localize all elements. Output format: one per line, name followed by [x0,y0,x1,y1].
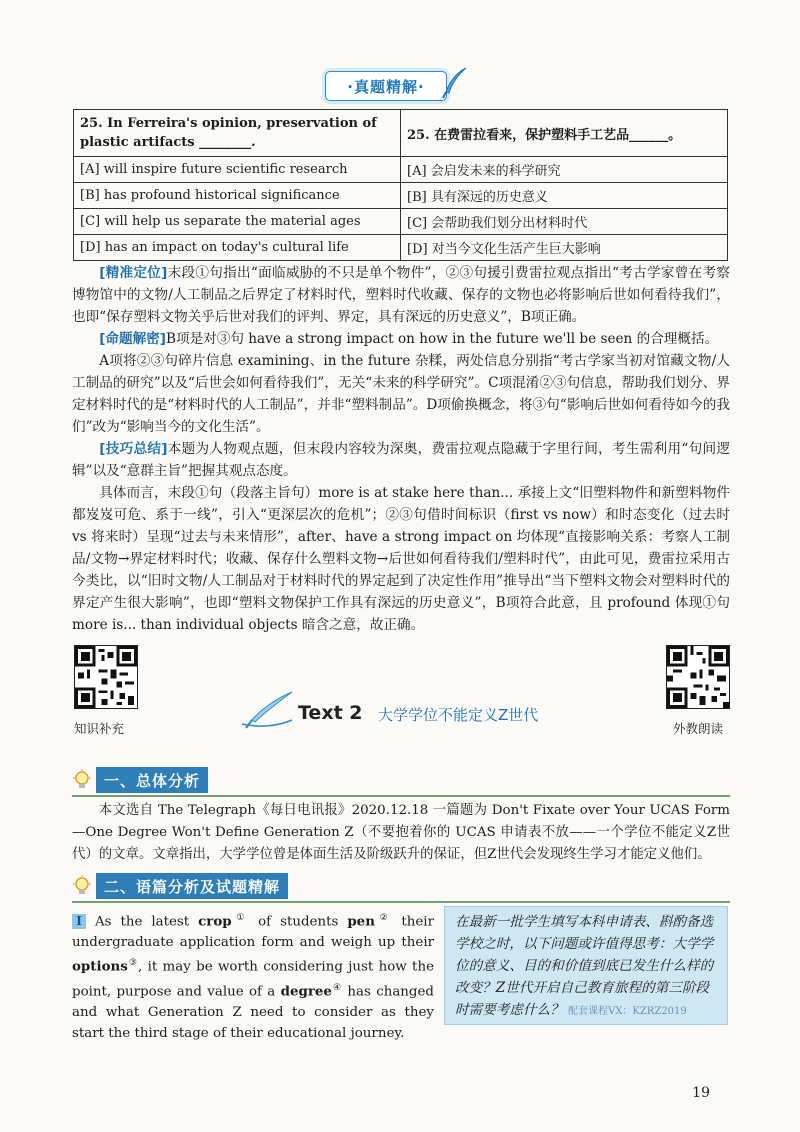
vocab-word: options [72,958,128,975]
option-cn: [A] 会启发未来的科学研究 [401,157,728,183]
vocab-word: pen [347,913,375,930]
translation-box [444,906,728,1025]
text2-subtitle: 大学学位不能定义Z世代 [378,706,539,724]
passage-text: As the latest [94,914,199,930]
table-row [74,183,728,209]
light-bulb-icon [72,769,92,793]
option-en: [A] will inspire future scientific research [74,157,401,183]
section-header-overall [72,767,730,797]
question-table [73,109,728,261]
table-row [74,235,728,261]
section-header-discourse [72,873,730,903]
light-bulb-icon [72,875,92,899]
qr-code-knowledge[interactable] [74,645,138,737]
paragraph-number: I [72,914,86,929]
analysis-distractors [72,350,730,438]
option-cn: [B] 具有深远的历史意义 [401,183,728,209]
en-question: 25. In Ferreira's opinion, preservation of plastic artifacts ________. [74,110,401,157]
option-en: [B] has profound historical significance [74,183,401,209]
text2-title: Text 2 [298,702,363,724]
qr-code-icon [74,645,138,709]
translation-text: 在最新一批学生填写本科申请表、斟酌备选学校之时，以下问题或许值得思考：大学学位的意义、目的和价值到底已发生什么样的改变？Z世代开启自己教育旅程的第三阶段时需要考虑什么？ [455,914,714,1018]
analysis-decode [72,328,730,350]
section-banner [325,71,447,101]
analysis-tips [72,438,730,482]
qr-label-knowledge: 知识补充 [74,721,125,736]
passage-text: their undergraduate application form and weigh up their [72,914,434,951]
table-row [74,157,728,183]
banner-title: ·真题精解· [347,77,425,96]
option-cn: [C] 会帮助我们划分出材料时代 [401,209,728,235]
watermark-text: 配套课程VX：KZRZ2019 [568,1006,687,1017]
cn-question: 25. 在费雷拉看来，保护塑料手工艺品______。 [401,110,728,157]
section-title: 二、语篇分析及试题精解 [96,873,288,899]
option-cn: [D] 对当今文化生活产生巨大影响 [401,235,728,261]
analysis-text: A项将②③句碎片信息 examining、in the future 杂糅，两处信息分别指“考古学家当初对馆藏文物/人工制品的研究”以及“后世会如何看待我们”，无关“未来的科学研究”。C项混淆②③句信息，帮助我们划分、界定材料时代的是“材料时代的人工制品”，并非“塑料制品”。D项偷换概念，将③句“影响后世如何看待如今的我们”改为“影响当今的文化生活”。 [72,353,730,435]
qr-label-reading: 外教朗读 [672,721,723,736]
option-en: [C] will help us separate the material ages [74,209,401,235]
page-number: 19 [692,1085,710,1101]
tag-tips: [技巧总结] [99,441,168,457]
passage-text: has changed and what Generation Z need to consider as they start the third stage of their educational journey. [72,984,434,1042]
analysis-precise-location [72,262,730,328]
analysis-text: 末段①句指出“面临威胁的不只是单个物件”，②③句援引费雷拉观点指出“考古学家曾在考察博物馆中的文物/人工制品之后界定了材料时代，塑料时代收藏、保存的文物也必将影响后世如何看待我们”，也即“保存塑料文物关乎后世对我们的评判、界定，具有深远的历史意义”，B项正确。 [72,265,730,325]
analysis-detail [72,482,730,636]
analysis-text: 具体而言，末段①句（段落主旨句）more is at stake here than... 承接上文“旧塑料物件和新塑料物件都岌岌可危、系于一线”，引入“更深层次的危机”；②③句借时间标识（first vs now）和时态变化（过去时 vs 将来时）呈现“过去与未来情形”，after、have a strong impact on 均体现“直接影响关系：考察人工制品/文物→界定材料时代；收藏、保存什么塑料文物→后世如何看待我们/塑料时代”，由此可见，费雷拉采用古今类比，以“旧时文物/人工制品对于材料时代的界定起到了决定性作用”推导出“当下塑料文物会对塑料时代的界定产生很大影响”，也即“塑料文物保护工作具有深远的历史意义”，B项符合此意，且 profound 体现①句 more is... than individual objects 暗含之意，故正确。 [72,485,730,633]
option-en: [D] has an impact on today's cultural life [74,235,401,261]
passage-text: , it may be worth considering just how the point, purpose and value of a [72,959,434,1000]
tag-decode: [命题解密] [99,331,166,347]
overall-analysis-body [72,800,730,866]
analysis-text: B项是对③句 have a strong impact on how in the future we'll be seen 的合理概括。 [166,331,719,347]
overall-analysis-text: 本文选自 The Telegraph《每日电讯报》2020.12.18 一篇题为 Don't Fixate over Your UCAS Form—One Degree Won't Define Generation Z（不要抱着你的 UCAS 申请表不放——一个学位不能定义Z世代）的文章。文章指出，大学学位曾是体面生活及阶级跃升的保证，但Z世代会发现终生学习才能定义他们。 [72,803,730,862]
qr-code-reading[interactable] [666,645,730,737]
section-title: 一、总体分析 [96,767,208,793]
qr-code-icon [666,645,730,709]
vocab-word: crop [198,913,232,930]
analysis-text: 本题为人物观点题，但末段内容较为深奥，费雷拉观点隐藏于字里行间，考生需利用“句间逻辑”以及“意群主旨”把握其观点态度。 [72,441,730,479]
quill-pen-icon [240,690,295,730]
tag-precise-location: [精准定位] [99,265,168,281]
passage-paragraph-1: I As the latest crop① of students pen② their undergraduate application form and weigh up their options③, it may be worth considering just how the point, purpose and value of a degree④ has changed and what Generation Z need to consider as they start the third stage of their educational journey. [72,913,434,1042]
table-row [74,209,728,235]
feather-pen-icon [440,66,470,100]
passage-text: of students [249,914,348,930]
vocab-word: degree [280,983,332,1000]
